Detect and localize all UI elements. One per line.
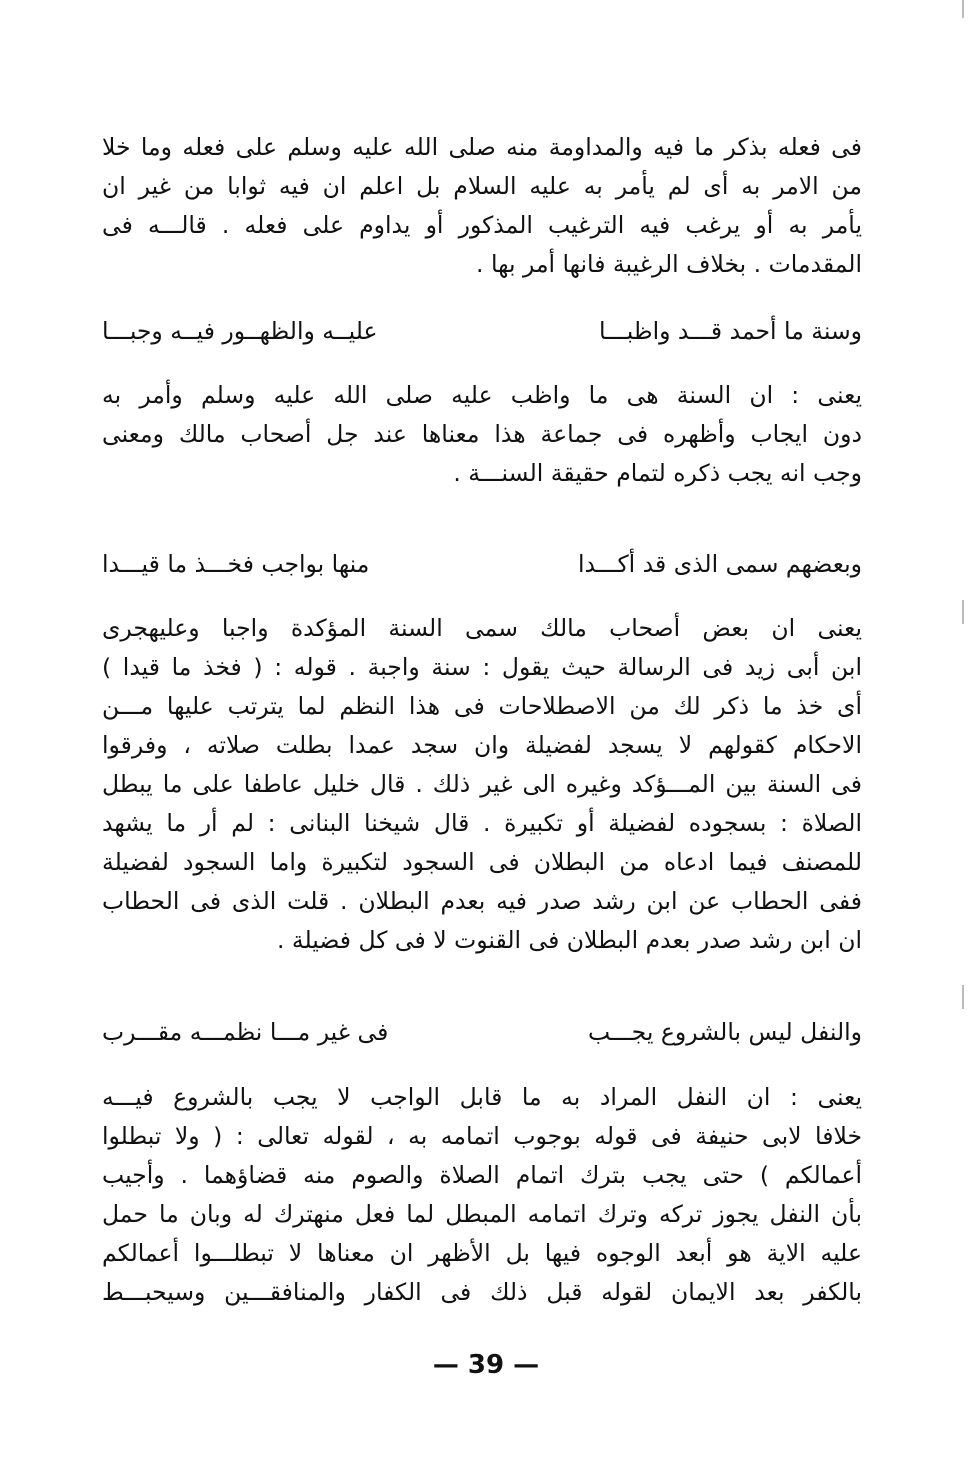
- text-line: عليه الاية هو أبعد الوجوه فيها بل الأظهر ان معناها لا تبطلـــوا أعمالكم: [102, 1239, 862, 1267]
- text-line: الصلاة : بسجوده لفضيلة أو تكبيرة . قال شيخنا البنانى : لم أر ما يشهد: [102, 809, 862, 837]
- paragraph-2: [102, 376, 862, 493]
- text-line: يأمر به أو يرغب فيه الترغيب المذكور أو يداوم على فعله . قالـــه فى: [102, 211, 862, 239]
- scan-edge-mark: [962, 600, 964, 624]
- text-line: أى خذ ما ذكر لك من الاصطلاحات فى هذا النظم لما يترتب عليها مـــن: [102, 692, 862, 720]
- verse-3: [102, 1013, 862, 1052]
- text-line: خلافا لابى حنيفة فى قوله بوجوب اتمامه به ، لقوله تعالى : ( ولا تبطلوا: [102, 1122, 862, 1150]
- text-line: وجب انه يجب ذكره لتمام حقيقة السنـــة .: [453, 459, 862, 487]
- verse-1-first-hemistich: وسنة ما أحمد قـــد واظبـــا: [598, 317, 862, 345]
- scan-edge-mark: [962, 0, 964, 18]
- text-line: المقدمات . بخلاف الرغيبة فانها أمر بها .: [476, 250, 862, 278]
- paragraph-1: [102, 128, 862, 284]
- page-number: — 39 —: [432, 1350, 540, 1380]
- text-line: دون ايجاب وأظهره فى جماعة هذا معناها عند جل أصحاب مالك ومعنى: [102, 420, 862, 448]
- verse-3-second-hemistich: فى غير مـــا نظمـــه مقـــرب: [102, 1018, 389, 1046]
- verse-3-first-hemistich: والنفل ليس بالشروع يجـــب: [587, 1018, 862, 1046]
- text-line: بالكفر بعد الايمان لقوله قبل ذلك فى الكفار والمنافقـــين وسيحبـــط: [102, 1278, 862, 1306]
- text-line: للمصنف فيما ادعاه من البطلان فى السجود لتكبيرة واما السجود لفضيلة: [102, 848, 862, 876]
- verse-2-second-hemistich: منها بواجب فخـــذ ما قيـــدا: [102, 550, 370, 578]
- text-line: ان ابن رشد صدر بعدم البطلان فى القنوت لا فى كل فضيلة .: [276, 926, 862, 954]
- text-line: يعنى ان بعض أصحاب مالك سمى السنة المؤكدة واجبا وعليهجرى: [102, 614, 862, 642]
- paragraph-3: [102, 609, 862, 960]
- text-line: فى فعله بذكر ما فيه والمداومة منه صلى الله عليه وسلم على فعله وما خلا: [102, 133, 862, 161]
- verse-2-first-hemistich: وبعضهم سمى الذى قد أكـــدا: [577, 550, 862, 578]
- text-line: أعمالكم ) حتى يجب بترك اتمام الصلاة والصوم منه قضاؤهما . وأجيب: [102, 1161, 862, 1189]
- text-line: ابن أبى زيد فى الرسالة حيث يقول : سنة واجبة . قوله : ( فخذ ما قيدا ): [102, 653, 862, 681]
- text-line: يعنى : ان النفل المراد به ما قابل الواجب لا يجب بالشروع فيـــه: [102, 1083, 862, 1111]
- text-line: من الامر به أى لم يأمر به عليه السلام بل اعلم ان فيه ثوابا من غير ان: [102, 172, 862, 200]
- text-line: بأن النفل يجوز تركه وترك اتمامه المبطل لما فعل منهترك له وبان ما حمل: [102, 1200, 862, 1228]
- text-line: فى السنة بين المـــؤكد وغيره الى غير ذلك . قال خليل عاطفا على ما يبطل: [102, 770, 862, 798]
- verse-1-second-hemistich: عليــه والظهــور فيــه وجبـــا: [102, 317, 378, 345]
- verse-2: [102, 545, 862, 584]
- text-line: يعنى : ان السنة هى ما واظب عليه صلى الله عليه وسلم وأمر به: [102, 381, 862, 409]
- text-line: ففى الحطاب عن ابن رشد صدر فيه بعدم البطلان . قلت الذى فى الحطاب: [102, 887, 862, 915]
- verse-1: [102, 312, 862, 351]
- paragraph-4: [102, 1078, 862, 1312]
- scan-edge-mark: [962, 985, 964, 1009]
- text-line: الاحكام كقولهم لا يسجد لفضيلة وان سجد عمدا بطلت صلاته ، وفرقوا: [102, 731, 862, 759]
